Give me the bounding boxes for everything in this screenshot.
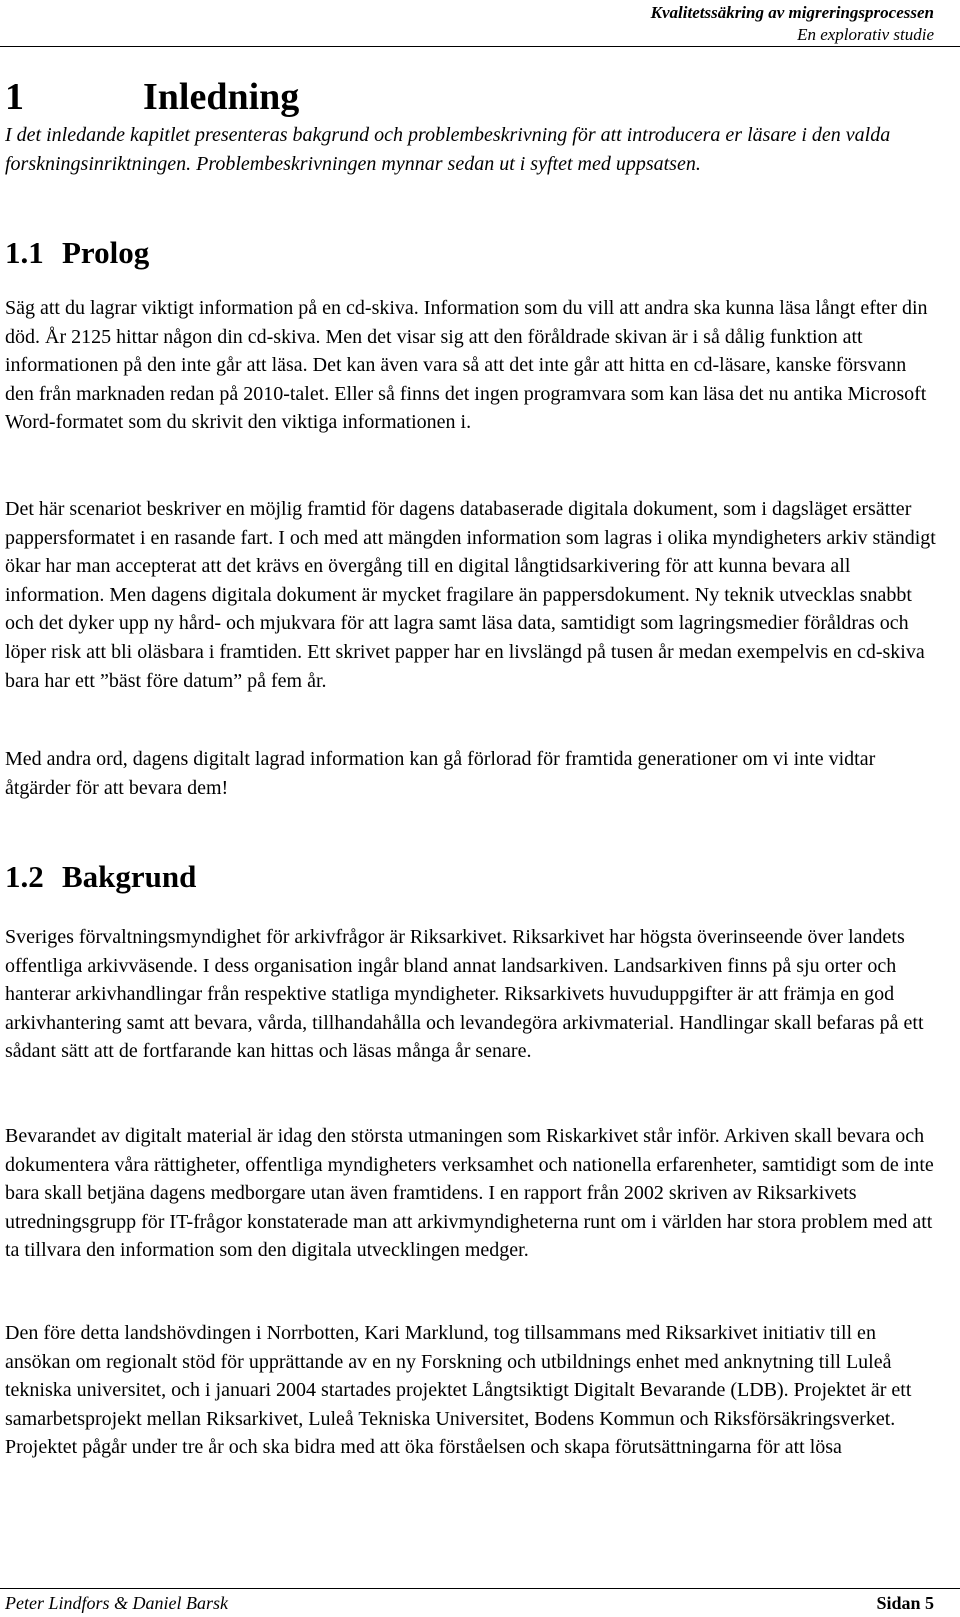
body-paragraph: Bevarandet av digitalt material är idag den största utmaningen som Riskarkivet står inför. Arkiven skall bevara och dokumentera våra rättigheter, offentliga myndigheters verksamhet och nationella erfarenheter, samtidigt som de inte bara skall betjäna dagens medborgare utan även framtidens. I en rapport från 2002 skriven av Riksarkivets utredningsgrupp för IT-frågor konstaterade man att arkivmyndigheterna runt om i världen har stora problem med att ta tillvara den information som den digitala utvecklingen medger. [5,1125,934,1262]
header-divider [0,46,960,47]
body-paragraph: Den före detta landshövdingen i Norrbotten, Kari Marklund, tog tillsammans med Riksarkivet initiativ till en ansökan om regionalt stöd för upprättande av en ny Forskning och utbildnings enhet med anknytning till Luleå tekniska universitet, och i januari 2004 startades projektet Långtsiktigt Digitalt Bevarande (LDB). Projektet är ett samarbetsprojekt mellan Riksarkivet, Luleå Tekniska Universitet, Bodens Kommun och Riksförsäkringsverket. Projektet pågår under tre år och ska bidra med att öka förståelsen och skapa förutsättningarna för att lösa [5,1322,912,1459]
section-title: Prolog [62,235,150,270]
body-paragraph: Säg att du lagrar viktigt information på en cd-skiva. Information som du vill att andra ska kunna läsa långt efter din död. År 2125 hittar någon din cd-skiva. Men det visar sig att den föråldrade skivan är i så dålig funktion att informationen på den inte går att läsa. Det kan även vara så att det inte går att hitta en cd-läsare, kanske försvann den från marknaden redan på 2010-talet. Eller så finns det ingen programvara som kan läsa det nu antika Microsoft Word-formatet som du skrivit den viktiga informationen i. [5,297,928,434]
section-heading-bakgrund [5,858,196,896]
section-heading-prolog [5,234,149,272]
running-header-subtitle: En explorativ studie [797,25,934,44]
section-number: 1.1 [5,235,44,270]
body-paragraph: Sveriges förvaltningsmyndighet för arkivfrågor är Riksarkivet. Riksarkivet har högsta överinseende över landets offentliga arkivväsende. I dess organisation ingår bland annat landsarkiven. Landsarkiven finns på sju orter och hanterar arkivhandlingar från respektive statliga myndigheter. Riksarkivets huvuduppgifter är att främja en god arkivhantering samt att bevara, vårda, tillhandahålla och levandegöra arkivmaterial. Handlingar skall befaras på ett sådant sätt att de fortfarande kan hittas och läsas många år senare. [5,926,924,1063]
chapter-number: 1 [5,76,24,118]
section-number: 1.2 [5,859,44,894]
body-paragraph: Det här scenariot beskriver en möjlig framtid för dagens databaserade digitala dokument, som i dagsläget ersätter pappersformatet i en rasande fart. I och med att mängden information som lagras i olika myndigheters arkiv ständigt ökar har man accepterat att det krävs en övergång till en digital långtidsarkivering för att kunna bevara all information. Men dagens digitala dokument är mycket fragilare än pappersdokument. Ny teknik utvecklas snabbt och det dyker upp ny hård- och mjukvara för att lagra samt läsa data, samtidigt som lagringsmedier föråldras och löper risk att bli oläsbara i framtiden. Ett skrivet papper har en livslängd på tusen år medan exempelvis en cd-skiva bara har ett ”bäst före datum” på fem år. [5,498,936,692]
chapter-intro: I det inledande kapitlet presenteras bakgrund och problembeskrivning för att introducera er läsare i den valda forskningsinriktningen. Problembeskrivningen mynnar sedan ut i syftet med uppsatsen. [5,124,891,175]
body-paragraph: Med andra ord, dagens digitalt lagrad information kan gå förlorad för framtida generationer om vi inte vidtar åtgärder för att bevara dem! [5,748,876,799]
footer-divider [0,1588,960,1589]
page-number: Sidan 5 [876,1593,934,1613]
chapter-heading [5,74,299,120]
running-header-title: Kvalitetssäkring av migreringsprocessen [650,3,934,22]
section-title: Bakgrund [62,859,197,894]
chapter-title: Inledning [143,76,300,118]
footer-authors: Peter Lindfors & Daniel Barsk [5,1593,228,1613]
running-header [651,2,934,46]
